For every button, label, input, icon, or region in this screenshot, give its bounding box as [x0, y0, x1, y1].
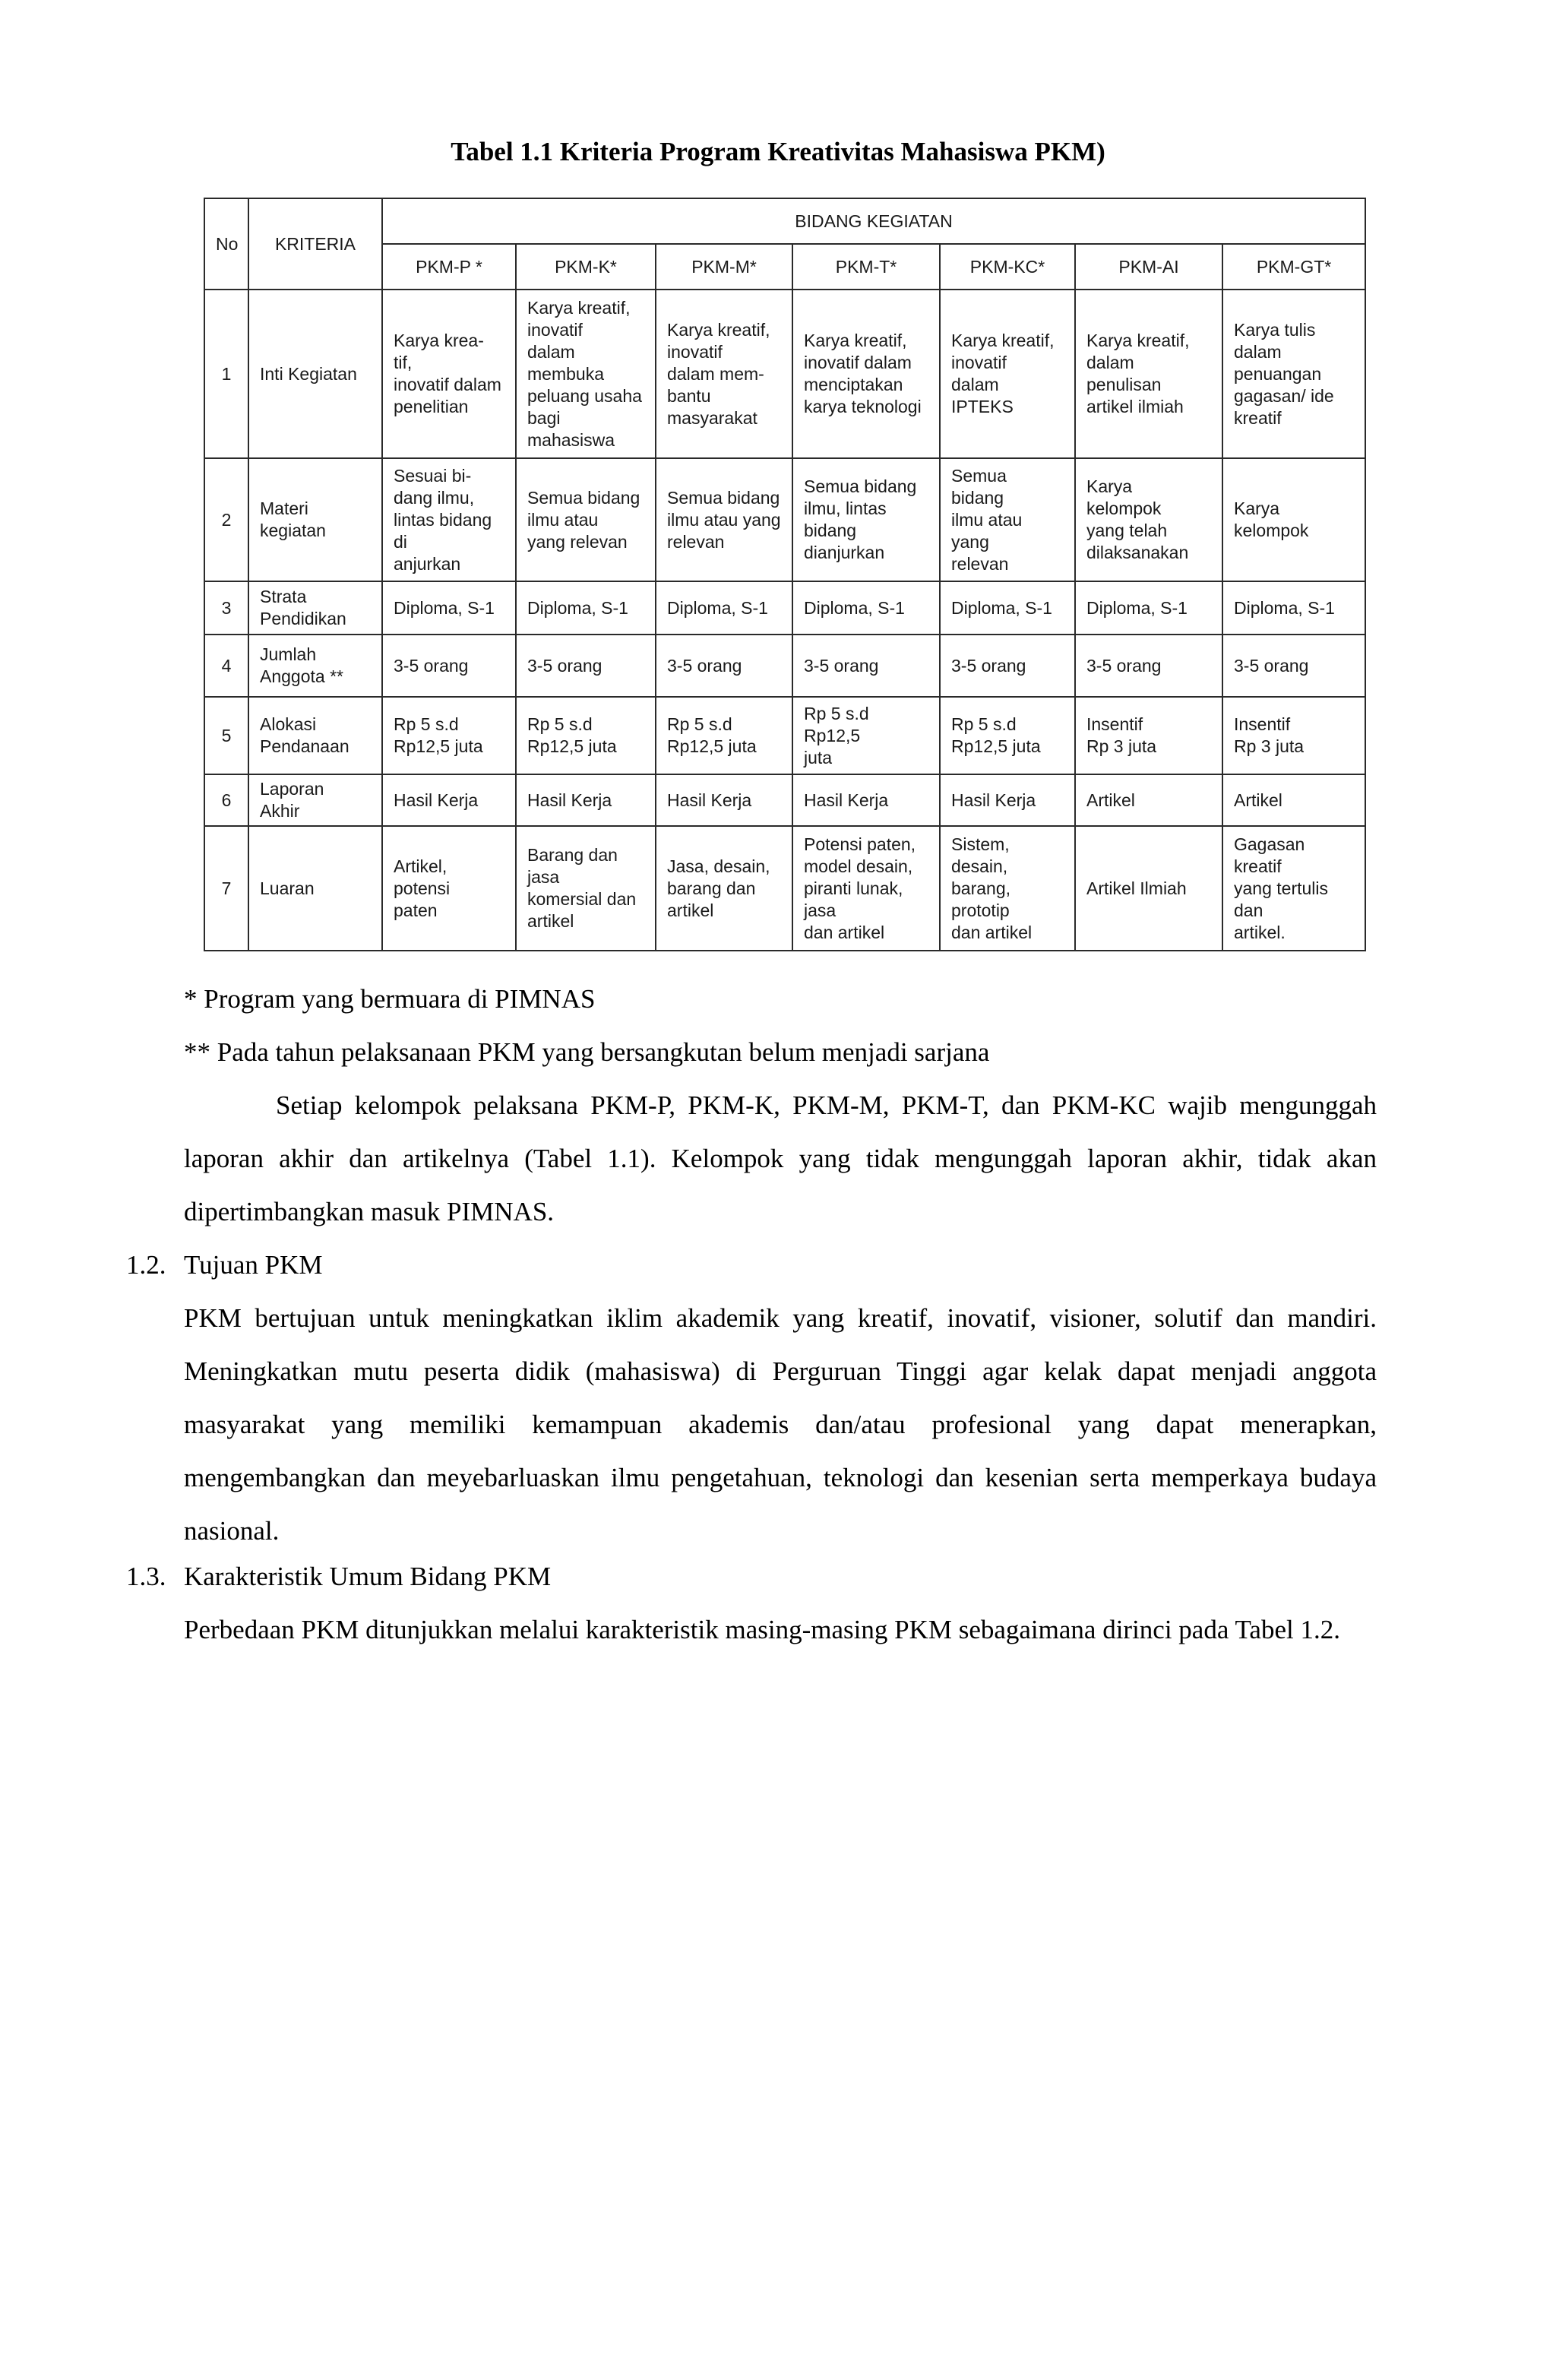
table-cell: Insentif Rp 3 juta	[1222, 697, 1365, 774]
header-program: PKM-K*	[516, 244, 656, 290]
header-program: PKM-AI	[1075, 244, 1222, 290]
table-row	[204, 458, 1365, 581]
table-cell: Karya krea- tif, inovatif dalam penelitian	[382, 290, 516, 458]
table-cell: Barang dan jasa komersial dan artikel	[516, 826, 656, 951]
table-cell: Artikel, potensi paten	[382, 826, 516, 951]
row-number: 6	[204, 774, 248, 826]
table-cell: Sistem, desain, barang, prototip dan artikel	[940, 826, 1075, 951]
table-cell: 3-5 orang	[516, 635, 656, 697]
table-cell: 3-5 orang	[940, 635, 1075, 697]
header-program: PKM-GT*	[1222, 244, 1365, 290]
table-caption: Tabel 1.1 Kriteria Program Kreativitas Mahasiswa PKM)	[451, 137, 1105, 166]
table-cell: 3-5 orang	[656, 635, 792, 697]
table-cell: Artikel Ilmiah	[1075, 826, 1222, 951]
row-criteria: Alokasi Pendanaan	[248, 697, 382, 774]
table-cell: Diploma, S-1	[516, 581, 656, 635]
table-cell: Hasil Kerja	[792, 774, 940, 826]
paragraph-tujuan: PKM bertujuan untuk meningkatkan iklim akademik yang kreatif, inovatif, visioner, solutif dan mandiri. Meningkatkan mutu peserta didik (mahasiswa) di Perguruan Tinggi agar kelak dapat menjadi anggota masyarakat yang memiliki kemampuan akademis dan/atau profesional yang dapat menerapkan, mengembangkan dan meyebarluaskan ilmu pengetahuan, teknologi dan kesenian serta memperkaya budaya nasional.	[184, 1303, 1377, 1546]
header-program: PKM-M*	[656, 244, 792, 290]
row-number: 4	[204, 635, 248, 697]
table-cell: Diploma, S-1	[382, 581, 516, 635]
table-cell: Rp 5 s.d Rp12,5 juta	[792, 697, 940, 774]
section-title: Karakteristik Umum Bidang PKM	[184, 1562, 552, 1591]
paragraph-laporan-akhir: Setiap kelompok pelaksana PKM-P, PKM-K, PKM-M, PKM-T, dan PKM-KC wajib mengunggah laporan akhir dan artikelnya (Tabel 1.1). Kelompok yang tidak mengunggah laporan akhir, tidak akan dipertimbangkan masuk PIMNAS.	[184, 1090, 1377, 1226]
paragraph-karakteristik: Perbedaan PKM ditunjukkan melalui karakteristik masing-masing PKM sebagaimana dirinci pada Tabel 1.2.	[184, 1615, 1340, 1644]
table-cell: Insentif Rp 3 juta	[1075, 697, 1222, 774]
row-number: 1	[204, 290, 248, 458]
footnote-pimnas: * Program yang bermuara di PIMNAS	[184, 984, 596, 1014]
table-cell: Diploma, S-1	[1222, 581, 1365, 635]
table-row	[204, 635, 1365, 697]
table-cell: Karya kreatif, inovatif dalam IPTEKS	[940, 290, 1075, 458]
table-cell: Jasa, desain, barang dan artikel	[656, 826, 792, 951]
header-program: PKM-KC*	[940, 244, 1075, 290]
row-number: 2	[204, 458, 248, 581]
table-cell: Karya kreatif, dalam penulisan artikel ilmiah	[1075, 290, 1222, 458]
table-cell: Gagasan kreatif yang tertulis dan artikel.	[1222, 826, 1365, 951]
row-number: 7	[204, 826, 248, 951]
row-criteria: Strata Pendidikan	[248, 581, 382, 635]
table-cell: Karya kelompok	[1222, 458, 1365, 581]
header-bidang-kegiatan: BIDANG KEGIATAN	[382, 198, 1365, 244]
section-heading-karakteristik	[126, 1550, 551, 1603]
table-cell: Rp 5 s.d Rp12,5 juta	[940, 697, 1075, 774]
table-cell: Karya tulis dalam penuangan gagasan/ ide kreatif	[1222, 290, 1365, 458]
table-cell: Karya kreatif, inovatif dalam membuka peluang usaha bagi mahasiswa	[516, 290, 656, 458]
section-number: 1.3.	[126, 1562, 166, 1591]
table-cell: Karya kreatif, inovatif dalam mem- bantu masyarakat	[656, 290, 792, 458]
table-cell: Hasil Kerja	[382, 774, 516, 826]
section-heading-tujuan	[126, 1239, 323, 1292]
table-cell: Potensi paten, model desain, piranti lunak, jasa dan artikel	[792, 826, 940, 951]
row-number: 5	[204, 697, 248, 774]
header-program: PKM-T*	[792, 244, 940, 290]
table-cell: Rp 5 s.d Rp12,5 juta	[656, 697, 792, 774]
section-number: 1.2.	[126, 1250, 166, 1280]
row-criteria: Laporan Akhir	[248, 774, 382, 826]
section-title: Tujuan PKM	[184, 1250, 323, 1280]
table-row	[204, 826, 1365, 951]
table-cell: Semua bidang ilmu atau yang relevan	[656, 458, 792, 581]
header-no: No	[204, 198, 248, 290]
footnote-sarjana: ** Pada tahun pelaksanaan PKM yang bersangkutan belum menjadi sarjana	[184, 1037, 990, 1067]
table-cell: Diploma, S-1	[656, 581, 792, 635]
table-cell: Rp 5 s.d Rp12,5 juta	[516, 697, 656, 774]
header-program: PKM-P *	[382, 244, 516, 290]
table-row	[204, 774, 1365, 826]
criteria-table	[204, 198, 1366, 951]
table-cell: Karya kelompok yang telah dilaksanakan	[1075, 458, 1222, 581]
table-cell: Diploma, S-1	[940, 581, 1075, 635]
table-cell: Semua bidang ilmu, lintas bidang dianjurkan	[792, 458, 940, 581]
table-cell: Rp 5 s.d Rp12,5 juta	[382, 697, 516, 774]
table-row	[204, 581, 1365, 635]
row-criteria: Luaran	[248, 826, 382, 951]
row-number: 3	[204, 581, 248, 635]
header-kriteria: KRITERIA	[248, 198, 382, 290]
table-cell: Artikel	[1075, 774, 1222, 826]
row-criteria: Inti Kegiatan	[248, 290, 382, 458]
row-criteria: Jumlah Anggota **	[248, 635, 382, 697]
table-cell: Hasil Kerja	[516, 774, 656, 826]
table-cell: Semua bidang ilmu atau yang relevan	[940, 458, 1075, 581]
table-row	[204, 290, 1365, 458]
table-row	[204, 697, 1365, 774]
table-cell: Diploma, S-1	[1075, 581, 1222, 635]
table-header-row	[204, 198, 1365, 244]
table-cell: Hasil Kerja	[940, 774, 1075, 826]
table-cell: Diploma, S-1	[792, 581, 940, 635]
table-cell: 3-5 orang	[1222, 635, 1365, 697]
table-cell: Semua bidang ilmu atau yang relevan	[516, 458, 656, 581]
table-cell: Sesuai bi- dang ilmu, lintas bidang di anjurkan	[382, 458, 516, 581]
table-cell: 3-5 orang	[792, 635, 940, 697]
table-cell: Artikel	[1222, 774, 1365, 826]
table-cell: 3-5 orang	[382, 635, 516, 697]
table-cell: Karya kreatif, inovatif dalam menciptakan karya teknologi	[792, 290, 940, 458]
table-cell: 3-5 orang	[1075, 635, 1222, 697]
table-cell: Hasil Kerja	[656, 774, 792, 826]
row-criteria: Materi kegiatan	[248, 458, 382, 581]
